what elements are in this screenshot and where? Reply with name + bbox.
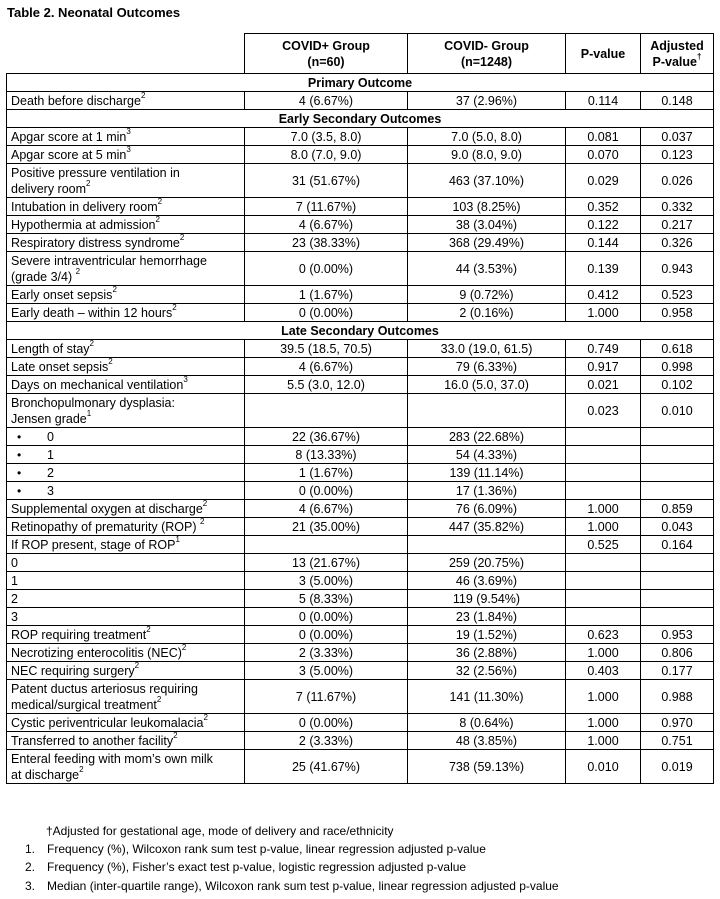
covid-positive-value: 21 (35.00%) [245,518,408,536]
row-label-text: Enteral feeding with mom’s own milk [11,751,213,766]
footnote-marker: 2 [155,215,160,225]
covid-positive-value: 4 (6.67%) [245,358,408,376]
covid-positive-value: 8.0 (7.0, 9.0) [245,146,408,164]
footnote-marker: 2 [86,179,91,189]
row-label-text: Necrotizing enterocolitis (NEC) [11,645,182,660]
covid-negative-value: 141 (11.30%) [408,680,566,714]
table-row [7,536,714,554]
table-row [7,304,714,322]
table-row [7,732,714,750]
p-value: 0.122 [566,216,641,234]
adjusted-p-value: 0.332 [641,198,714,216]
row-label-text: ROP requiring treatment [11,627,147,642]
p-value: 0.023 [566,394,641,428]
footnote-marker: 2 [181,643,187,653]
adjusted-p-value: 0.618 [641,340,714,358]
covid-negative-value: 33.0 (19.0, 61.5) [408,340,566,358]
footnote-marker: 1 [175,535,180,545]
footnote-3-marker: 3. [25,878,36,893]
p-value: 1.000 [566,714,641,732]
covid-positive-value [245,536,408,554]
p-value: 1.000 [566,732,641,750]
row-label: 3 [7,608,245,626]
row-label-text: Late onset sepsis [11,359,109,374]
row-label-text: Transferred to another facility [11,733,174,748]
header-adjusted-line1: Adjusted [650,38,704,53]
table-row [7,626,714,644]
table-row [7,164,714,198]
p-value: 1.000 [566,680,641,714]
adjusted-p-value: 0.037 [641,128,714,146]
row-label-text: Hypothermia at admission [11,217,156,232]
row-label [7,128,245,146]
table-row [7,446,714,464]
table-row [7,128,714,146]
row-label-text: NEC requiring surgery [11,663,135,678]
covid-positive-value [245,394,408,428]
adjusted-p-value: 0.523 [641,286,714,304]
row-label-text: Days on mechanical ventilation [11,377,184,392]
row-label-text: 1 [47,447,54,462]
covid-positive-value: 23 (38.33%) [245,234,408,252]
header-adjusted-line2: P-value [652,54,697,69]
row-label [7,662,245,680]
row-label: 2 [7,590,245,608]
row-label-text: Supplemental oxygen at discharge [11,501,203,516]
adjusted-p-value: 0.010 [641,394,714,428]
p-value: 0.081 [566,128,641,146]
section-header: Early Secondary Outcomes [7,110,714,128]
row-label [7,428,245,446]
p-value [566,446,641,464]
row-label [7,164,245,198]
adjusted-p-value [641,572,714,590]
p-value: 1.000 [566,518,641,536]
footnote-marker: 2 [140,91,146,101]
footnote-marker: 3 [126,127,131,137]
adjusted-p-value: 0.326 [641,234,714,252]
row-label-text: 2 [47,465,54,480]
row-label-text: Respiratory distress syndrome [11,235,180,250]
covid-negative-value: 283 (22.68%) [408,428,566,446]
footnote-2 [25,858,559,876]
covid-negative-value [408,536,566,554]
p-value: 0.749 [566,340,641,358]
covid-positive-value: 5.5 (3.0, 12.0) [245,376,408,394]
adjusted-p-value: 0.164 [641,536,714,554]
p-value: 0.114 [566,92,641,110]
row-label-text: If ROP present, stage of ROP [11,537,176,552]
table-row [7,482,714,500]
row-label [7,286,245,304]
covid-positive-value: 0 (0.00%) [245,608,408,626]
footnote-3 [25,877,559,895]
row-label [7,732,245,750]
covid-negative-value: 368 (29.49%) [408,234,566,252]
table-row [7,662,714,680]
covid-positive-value: 3 (5.00%) [245,572,408,590]
footnote-marker: 3 [183,375,188,385]
covid-positive-value: 7 (11.67%) [245,680,408,714]
covid-negative-value: 36 (2.88%) [408,644,566,662]
row-label-text: 3 [47,483,54,498]
row-label [7,358,245,376]
covid-positive-value: 0 (0.00%) [245,626,408,644]
row-label-text: Positive pressure ventilation in [11,165,180,180]
covid-negative-value: 259 (20.75%) [408,554,566,572]
footnote-marker: 2 [89,339,94,349]
adjusted-p-value: 0.148 [641,92,714,110]
covid-negative-value: 447 (35.82%) [408,518,566,536]
p-value: 0.010 [566,750,641,784]
covid-positive-value: 4 (6.67%) [245,500,408,518]
table-row [7,554,714,572]
adjusted-p-value: 0.019 [641,750,714,784]
adjusted-p-value: 0.123 [641,146,714,164]
bullet-glyph: • [17,429,22,444]
p-value [566,590,641,608]
row-label [7,234,245,252]
covid-negative-value: 463 (37.10%) [408,164,566,198]
table-row [7,608,714,626]
adjusted-p-value [641,554,714,572]
p-value: 0.021 [566,376,641,394]
table-row [7,252,714,286]
footnote-marker: 2 [173,731,178,741]
adjusted-p-value: 0.043 [641,518,714,536]
row-label: 0 [7,554,245,572]
covid-positive-value: 1 (1.67%) [245,286,408,304]
row-label [7,446,245,464]
adjusted-p-value [641,482,714,500]
covid-negative-value: 44 (3.53%) [408,252,566,286]
table-row [7,358,714,376]
p-value: 1.000 [566,500,641,518]
covid-positive-value: 0 (0.00%) [245,252,408,286]
p-value [566,482,641,500]
adjusted-p-value: 0.953 [641,626,714,644]
adjusted-p-value [641,464,714,482]
row-label [7,252,245,286]
adjusted-p-value: 0.102 [641,376,714,394]
p-value: 0.623 [566,626,641,644]
row-label-text: Apgar score at 5 min [11,147,127,162]
adjusted-p-value: 0.217 [641,216,714,234]
p-value: 0.352 [566,198,641,216]
covid-positive-value: 3 (5.00%) [245,662,408,680]
table-row [7,644,714,662]
table-row [7,198,714,216]
table-row [7,714,714,732]
covid-positive-value: 0 (0.00%) [245,304,408,322]
header-covid-neg-line1: COVID- Group [444,38,529,53]
row-label-text: Bronchopulmonary dysplasia: [11,395,175,410]
covid-negative-value: 2 (0.16%) [408,304,566,322]
p-value: 0.070 [566,146,641,164]
covid-positive-value: 0 (0.00%) [245,482,408,500]
row-label: 1 [7,572,245,590]
adjusted-p-value [641,428,714,446]
adjusted-p-value: 0.806 [641,644,714,662]
footnote-marker: 2 [179,233,185,243]
row-label-text: Intubation in delivery room [11,199,158,214]
covid-negative-value: 46 (3.69%) [408,572,566,590]
row-label-text: Retinopathy of prematurity (ROP) [11,519,200,534]
table-row [7,234,714,252]
adjusted-p-value: 0.177 [641,662,714,680]
row-label [7,518,245,536]
header-adjusted-mark: † [697,52,702,62]
row-label [7,714,245,732]
header-adjusted-pvalue [641,34,714,74]
p-value: 0.139 [566,252,641,286]
row-label [7,394,245,428]
row-label [7,750,245,784]
adjusted-p-value [641,608,714,626]
row-label-text: 0 [47,429,54,444]
p-value: 0.917 [566,358,641,376]
footnote-3-text: Median (inter-quartile range), Wilcoxon rank sum test p-value, linear regression adjusted p-value [47,878,559,893]
covid-negative-value [408,394,566,428]
footnote-marker: 3 [126,145,131,155]
row-label-text: Early death – within 12 hours [11,305,173,320]
footnote-1-marker: 1. [25,842,36,857]
footnote-2-marker: 2. [25,860,36,875]
table-row [7,394,714,428]
header-row [7,34,714,74]
p-value [566,572,641,590]
table-row [7,518,714,536]
bullet-glyph: • [17,447,22,462]
footnote-marker: 2 [112,285,117,295]
p-value: 0.144 [566,234,641,252]
adjusted-p-value: 0.988 [641,680,714,714]
footnote-marker: 2 [202,499,208,509]
header-covid-neg-line2: (n=1248) [460,54,513,69]
row-label-text: Patent ductus arteriosus requiring [11,681,198,696]
covid-negative-value: 9.0 (8.0, 9.0) [408,146,566,164]
row-label-text-line2: medical/surgical treatment [11,697,157,712]
covid-positive-value: 2 (3.33%) [245,732,408,750]
adjusted-p-value: 0.751 [641,732,714,750]
table-row [7,340,714,358]
covid-positive-value: 4 (6.67%) [245,92,408,110]
row-label [7,92,245,110]
row-label-text-line2: delivery room [11,181,87,196]
footnote-marker: 2 [75,267,81,277]
row-label [7,464,245,482]
covid-negative-value: 19 (1.52%) [408,626,566,644]
table-row [7,376,714,394]
covid-positive-value: 13 (21.67%) [245,554,408,572]
row-label-text: Apgar score at 1 min [11,129,127,144]
covid-positive-value: 1 (1.67%) [245,464,408,482]
table-row [7,590,714,608]
covid-positive-value: 22 (36.67%) [245,428,408,446]
p-value: 0.029 [566,164,641,198]
covid-negative-value: 9 (0.72%) [408,286,566,304]
footnote-1 [25,840,559,858]
section-header-row [7,322,714,340]
covid-negative-value: 32 (2.56%) [408,662,566,680]
covid-negative-value: 54 (4.33%) [408,446,566,464]
p-value [566,464,641,482]
covid-negative-value: 76 (6.09%) [408,500,566,518]
covid-positive-value: 7.0 (3.5, 8.0) [245,128,408,146]
row-label-text: Early onset sepsis [11,287,113,302]
table-row [7,92,714,110]
table-body [7,34,714,784]
footnote-marker: 2 [79,765,84,775]
row-label-text-line2: Jensen grade [11,411,87,426]
row-label [7,536,245,554]
table-title: Table 2. Neonatal Outcomes [7,5,181,20]
table-row [7,500,714,518]
footnotes [25,822,559,895]
header-covid-pos-line2: (n=60) [307,54,345,69]
header-covid-pos [245,34,408,74]
covid-positive-value: 0 (0.00%) [245,714,408,732]
header-pvalue: P-value [566,34,641,74]
row-label [7,500,245,518]
covid-negative-value: 16.0 (5.0, 37.0) [408,376,566,394]
footnote-1-text: Frequency (%), Wilcoxon rank sum test p-value, linear regression adjusted p-value [47,842,486,857]
table-row [7,428,714,446]
p-value: 0.525 [566,536,641,554]
covid-positive-value: 2 (3.33%) [245,644,408,662]
p-value: 1.000 [566,644,641,662]
adjusted-p-value: 0.026 [641,164,714,198]
covid-positive-value: 5 (8.33%) [245,590,408,608]
covid-negative-value: 119 (9.54%) [408,590,566,608]
covid-negative-value: 8 (0.64%) [408,714,566,732]
row-label [7,680,245,714]
covid-positive-value: 7 (11.67%) [245,198,408,216]
row-label [7,146,245,164]
adjusted-p-value: 0.970 [641,714,714,732]
table-row [7,680,714,714]
covid-positive-value: 8 (13.33%) [245,446,408,464]
footnote-marker: 2 [172,303,177,313]
p-value: 1.000 [566,304,641,322]
adjusted-p-value: 0.859 [641,500,714,518]
row-label-text: Cystic periventricular leukomalacia [11,715,204,730]
table-row [7,464,714,482]
table-row [7,750,714,784]
footnote-marker: 2 [199,517,205,527]
row-label [7,376,245,394]
adjusted-p-value: 0.958 [641,304,714,322]
section-header-row [7,110,714,128]
section-header: Primary Outcome [7,74,714,92]
footnote-dagger: †Adjusted for gestational age, mode of delivery and race/ethnicity [46,824,394,838]
footnote-marker: 2 [203,713,208,723]
table-row [7,286,714,304]
covid-positive-value: 39.5 (18.5, 70.5) [245,340,408,358]
row-label-text-line2: (grade 3/4) [11,269,76,284]
adjusted-p-value [641,446,714,464]
table-row [7,572,714,590]
covid-negative-value: 7.0 (5.0, 8.0) [408,128,566,146]
adjusted-p-value [641,590,714,608]
header-blank-cell [7,34,245,74]
row-label-text: Death before discharge [11,93,141,108]
adjusted-p-value: 0.998 [641,358,714,376]
footnote-marker: 2 [157,197,163,207]
row-label [7,304,245,322]
covid-negative-value: 48 (3.85%) [408,732,566,750]
covid-negative-value: 38 (3.04%) [408,216,566,234]
covid-negative-value: 139 (11.14%) [408,464,566,482]
adjusted-p-value: 0.943 [641,252,714,286]
row-label [7,482,245,500]
footnote-marker: 1 [86,409,92,419]
covid-negative-value: 17 (1.36%) [408,482,566,500]
covid-negative-value: 103 (8.25%) [408,198,566,216]
neonatal-outcomes-table [6,33,714,784]
p-value: 0.412 [566,286,641,304]
p-value [566,554,641,572]
footnote-marker: 2 [134,661,140,671]
covid-negative-value: 23 (1.84%) [408,608,566,626]
covid-positive-value: 25 (41.67%) [245,750,408,784]
covid-negative-value: 37 (2.96%) [408,92,566,110]
footnote-marker: 2 [146,625,151,635]
bullet-glyph: • [17,465,22,480]
header-covid-pos-line1: COVID+ Group [282,38,370,53]
row-label-text: Severe intraventricular hemorrhage [11,253,207,268]
bullet-glyph: • [17,483,22,498]
section-header: Late Secondary Outcomes [7,322,714,340]
row-label-text-line2: at discharge [11,767,80,782]
row-label [7,340,245,358]
row-label [7,216,245,234]
table-row [7,146,714,164]
footnote-marker: 2 [108,357,113,367]
p-value: 0.403 [566,662,641,680]
row-label [7,644,245,662]
covid-positive-value: 31 (51.67%) [245,164,408,198]
row-label-text: Length of stay [11,341,90,356]
p-value [566,608,641,626]
header-covid-neg [408,34,566,74]
covid-negative-value: 738 (59.13%) [408,750,566,784]
table-row [7,216,714,234]
footnote-marker: 2 [156,695,162,705]
row-label [7,198,245,216]
covid-negative-value: 79 (6.33%) [408,358,566,376]
footnote-2-text: Frequency (%), Fisher’s exact test p-value, logistic regression adjusted p-value [47,860,467,875]
section-header-row [7,74,714,92]
row-label [7,626,245,644]
covid-positive-value: 4 (6.67%) [245,216,408,234]
p-value [566,428,641,446]
